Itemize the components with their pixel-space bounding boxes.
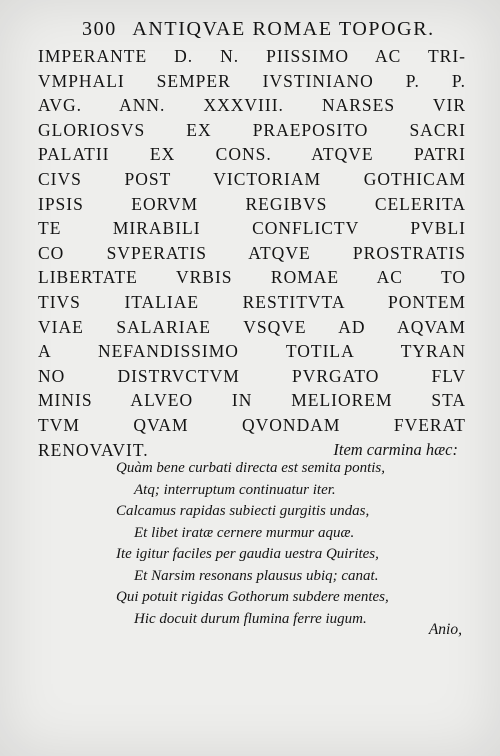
verse-line: Quàm bene curbati directa est semita pontis, [116, 460, 385, 476]
inscription-line: TIVS ITALIAE RESTITVTA PONTEM [38, 291, 466, 312]
inscription-line: IPSIS EORVM REGIBVS CELERITA [38, 193, 466, 214]
running-title: ANTIQVAE ROMAE TOPOGR. [132, 18, 435, 40]
inscription-line: TVM QVAM QVONDAM FVERAT [38, 414, 466, 435]
inscription-line: TE MIRABILI CONFLICTV PVBLI [38, 218, 466, 239]
inscription-line: A NEFANDISSIMO TOTILA TYRAN [38, 341, 466, 362]
inscription-block [38, 44, 466, 462]
inscription-line: LIBERTATE VRBIS ROMAE AC TO [38, 267, 466, 288]
inscription-line: PALATII EX CONS. ATQVE PATRI [38, 144, 466, 165]
inscription-line: NO DISTRVCTVM PVRGATO FLV [38, 365, 466, 386]
inscription-line: CIVS POST VICTORIAM GOTHICAM [38, 168, 466, 189]
inscription-line: MINIS ALVEO IN MELIOREM STA [38, 390, 466, 411]
inscription-line: AVG. ANN. XXXVIII. NARSES VIR [38, 95, 466, 116]
inscription-last-word: RENOVAVIT. [38, 439, 149, 460]
verse-line: Calcamus rapidas subiecti gurgitis undas, [116, 503, 370, 519]
page-number: 300 [82, 18, 117, 40]
verse-block [0, 458, 500, 630]
item-label: Item carmina hæc: [333, 439, 458, 459]
page-header [82, 18, 435, 41]
verse-line: Ite igitur faciles per gaudia uestra Quirites, [116, 546, 379, 562]
inscription-line: IMPERANTE D. N. PIISSIMO AC TRI- [38, 46, 466, 66]
inscription-line: CO SVPERATIS ATQVE PROSTRATIS [38, 242, 466, 263]
inscription-line: GLORIOSVS EX PRAEPOSITO SACRI [38, 119, 466, 140]
inscription-line: VMPHALI SEMPER IVSTINIANO P. P. [38, 70, 466, 91]
inscription-line: VIAE SALARIAE VSQVE AD AQVAM [38, 316, 466, 337]
verse-line: Et libet iratæ cernere murmur aquæ. [134, 524, 355, 541]
catchword: Anio, [428, 621, 462, 638]
verse-line: Atq; interruptum continuatur iter. [134, 481, 336, 498]
verse-line: Hic docuit durum flumina ferre iugum. [134, 610, 367, 627]
verse-line: Qui potuit rigidas Gothorum subdere mentes, [116, 589, 389, 605]
verse-line: Et Narsim resonans plausus ubiq; canat. [134, 567, 379, 584]
